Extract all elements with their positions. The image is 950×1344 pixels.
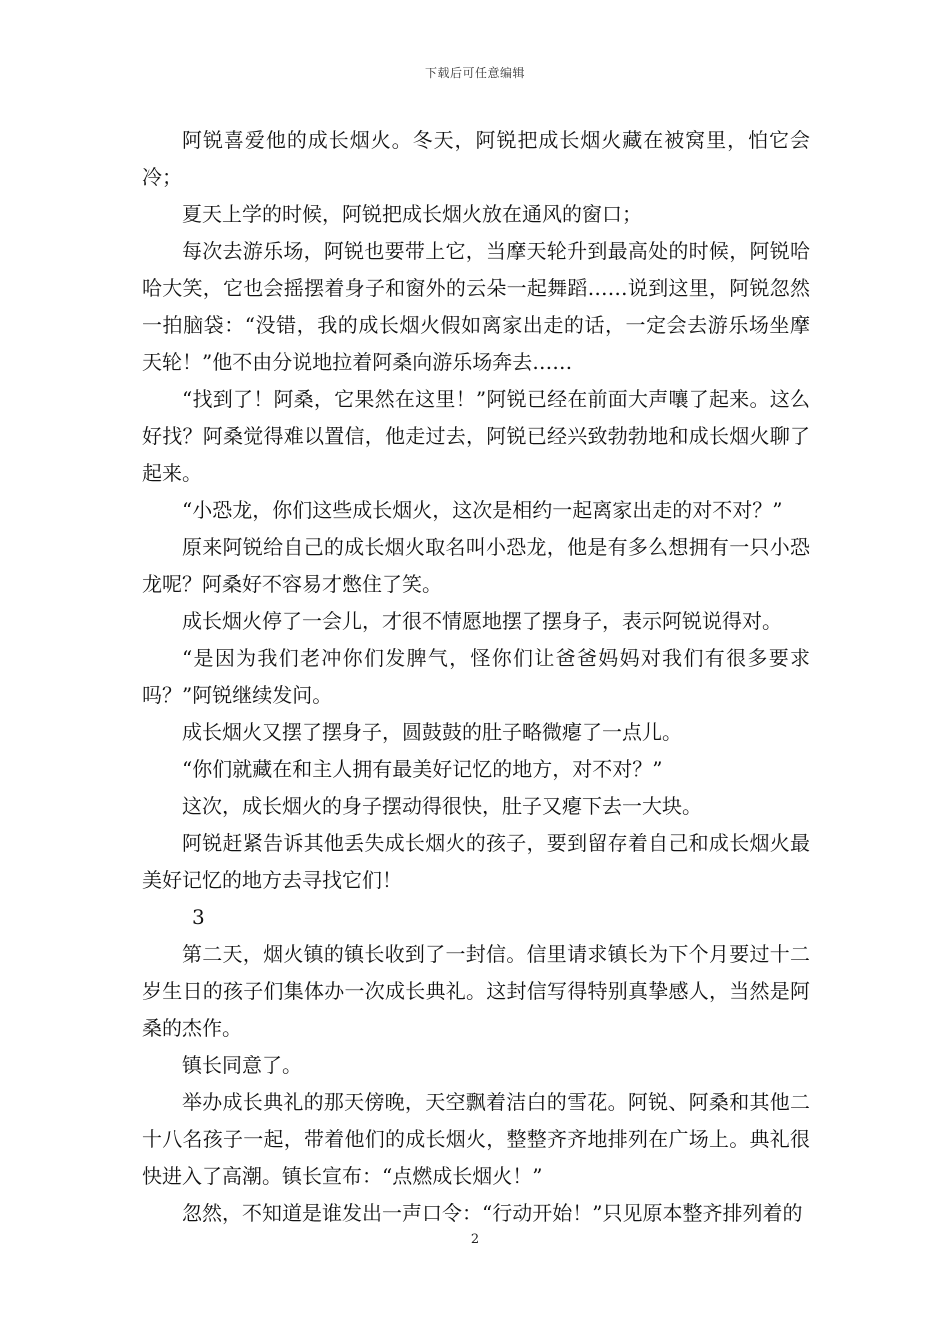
section-number: 3 <box>192 905 205 929</box>
page-header: 下载后可任意编辑 <box>424 66 525 80</box>
paragraph: “你们就藏在和主人拥有最美好记忆的地方，对不对？” <box>182 757 663 781</box>
paragraph: 原来阿锐给自己的成长烟火取名叫小恐龙，他是有多么想拥有一只小恐龙呢？阿桑好不容易才憋住了笑。 <box>142 535 810 596</box>
paragraph: “小恐龙，你们这些成长烟火，这次是相约一起离家出走的对不对？” <box>182 498 783 522</box>
paragraph: 成长烟火又摆了摆身子，圆鼓鼓的肚子略微瘪了一点儿。 <box>182 720 682 744</box>
page-number: 2 <box>470 1232 480 1247</box>
paragraph: 阿锐喜爱他的成长烟火。冬天，阿锐把成长烟火藏在被窝里，怕它会冷； <box>142 128 810 189</box>
paragraph: “是因为我们老冲你们发脾气，怪你们让爸爸妈妈对我们有很多要求吗？”阿锐继续发问。 <box>142 646 810 707</box>
paragraph: 阿锐赶紧告诉其他丢失成长烟火的孩子，要到留存着自己和成长烟火最美好记忆的地方去寻找它们！ <box>142 831 810 892</box>
paragraph: 忽然，不知道是谁发出一声口令：“行动开始！”只见原本整齐排列着的 <box>182 1201 803 1225</box>
paragraph: 夏天上学的时候，阿锐把成长烟火放在通风的窗口； <box>182 202 642 226</box>
paragraph: 举办成长典礼的那天傍晚，天空飘着洁白的雪花。阿锐、阿桑和其他二十八名孩子一起，带着他们的成长烟火，整整齐齐地排列在广场上。典礼很快进入了高潮。镇长宣布：“点燃成长烟火！” <box>142 1090 810 1188</box>
paragraph: 镇长同意了。 <box>182 1053 302 1077</box>
paragraph: 这次，成长烟火的身子摆动得很快，肚子又瘪下去一大块。 <box>182 794 702 818</box>
paragraph: 第二天，烟火镇的镇长收到了一封信。信里请求镇长为下个月要过十二岁生日的孩子们集体办一次成长典礼。这封信写得特别真挚感人，当然是阿桑的杰作。 <box>142 942 810 1040</box>
paragraph: 成长烟火停了一会儿，才很不情愿地摆了摆身子，表示阿锐说得对。 <box>182 609 782 633</box>
document-body <box>142 122 810 1232</box>
paragraph: “找到了！阿桑，它果然在这里！”阿锐已经在前面大声嚷了起来。这么好找？阿桑觉得难以置信，他走过去，阿锐已经兴致勃勃地和成长烟火聊了起来。 <box>142 387 810 485</box>
paragraph: 每次去游乐场，阿锐也要带上它，当摩天轮升到最高处的时候，阿锐哈哈大笑，它也会摇摆着身子和窗外的云朵一起舞蹈……说到这里，阿锐忽然一拍脑袋：“没错，我的成长烟火假如离家出走的话，一定会去游乐场坐摩天轮！”他不由分说地拉着阿桑向游乐场奔去…… <box>142 239 810 374</box>
